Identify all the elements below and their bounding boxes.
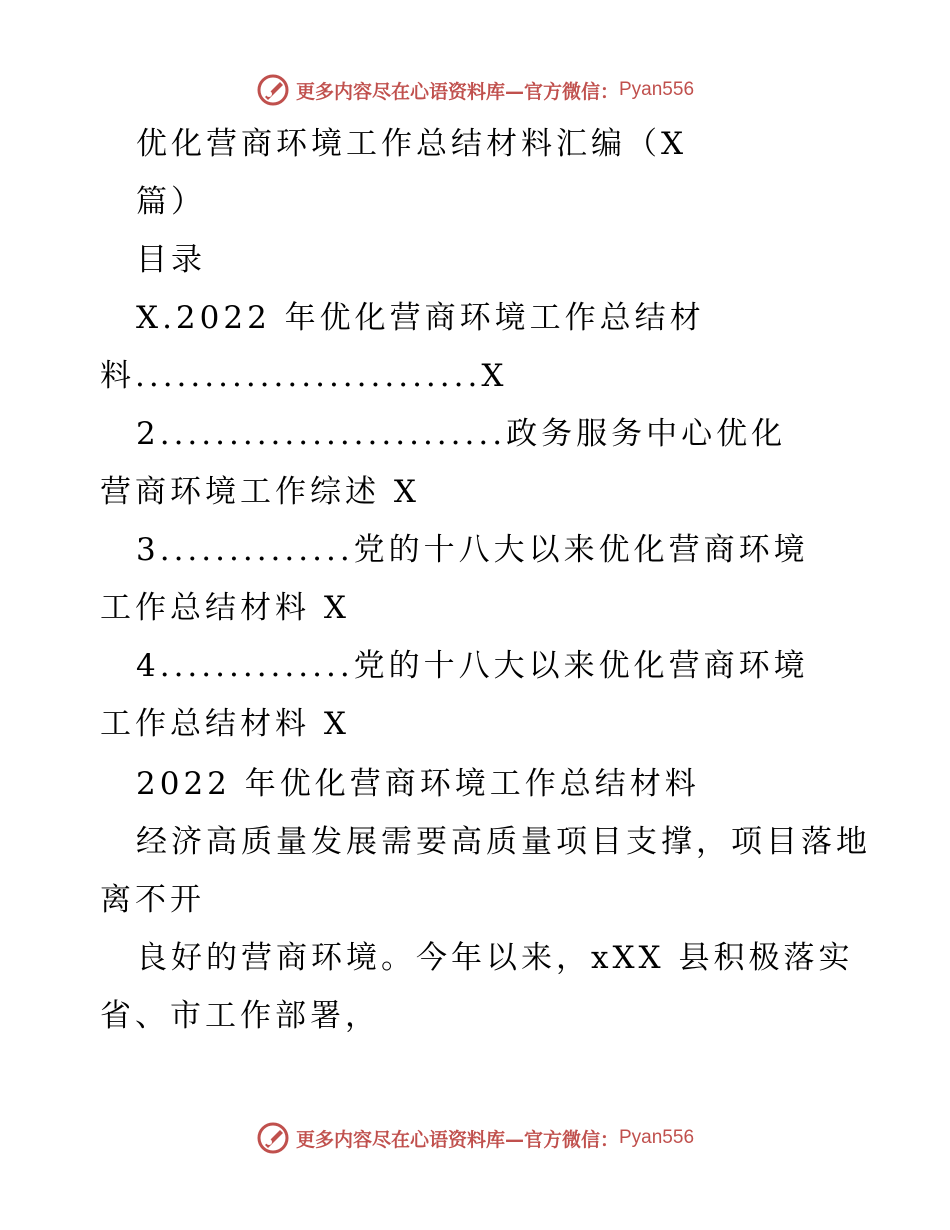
toc-entry-4-line1: 4..............党的十八大以来优化营商环境	[136, 648, 809, 684]
toc-entry-2-line1: 2.........................政务服务中心优化	[136, 416, 787, 452]
watermark-wechat-id: Pyan556	[619, 79, 695, 100]
watermark-footer	[0, 1118, 950, 1158]
paragraph-1-line1: 经济高质量发展需要高质量项目支撑，项目落地	[136, 824, 871, 860]
toc-entry-3-line1: 3..............党的十八大以来优化营商环境	[136, 532, 809, 568]
toc-heading: 目录	[136, 242, 206, 278]
watermark-header	[0, 70, 950, 110]
document-title-line1: 优化营商环境工作总结材料汇编（X	[136, 126, 688, 162]
quill-logo-icon	[256, 73, 290, 107]
paragraph-2-line2: 省、市工作部署，	[100, 998, 380, 1034]
watermark-text: 更多内容尽在心语资料库—官方微信：	[295, 80, 619, 103]
paragraph-2-line1: 良好的营商环境。今年以来，xXX 县积极落实	[136, 940, 854, 976]
toc-entry-1-line1: X.2022 年优化营商环境工作总结材	[136, 300, 705, 336]
watermark-wechat-id: Pyan556	[619, 1127, 695, 1148]
quill-logo-icon	[256, 1121, 290, 1155]
toc-entry-3-line2: 工作总结材料 X	[100, 590, 350, 626]
toc-entry-2-line2: 营商环境工作综述 X	[100, 474, 420, 510]
paragraph-1-line2: 离不开	[100, 882, 205, 918]
toc-entry-1-line2: 料.........................X	[100, 358, 508, 394]
document-title-line2: 篇）	[136, 184, 206, 220]
toc-entry-4-line2: 工作总结材料 X	[100, 706, 350, 742]
section-title: 2022 年优化营商环境工作总结材料	[136, 766, 700, 802]
watermark-text: 更多内容尽在心语资料库—官方微信：	[295, 1128, 619, 1151]
